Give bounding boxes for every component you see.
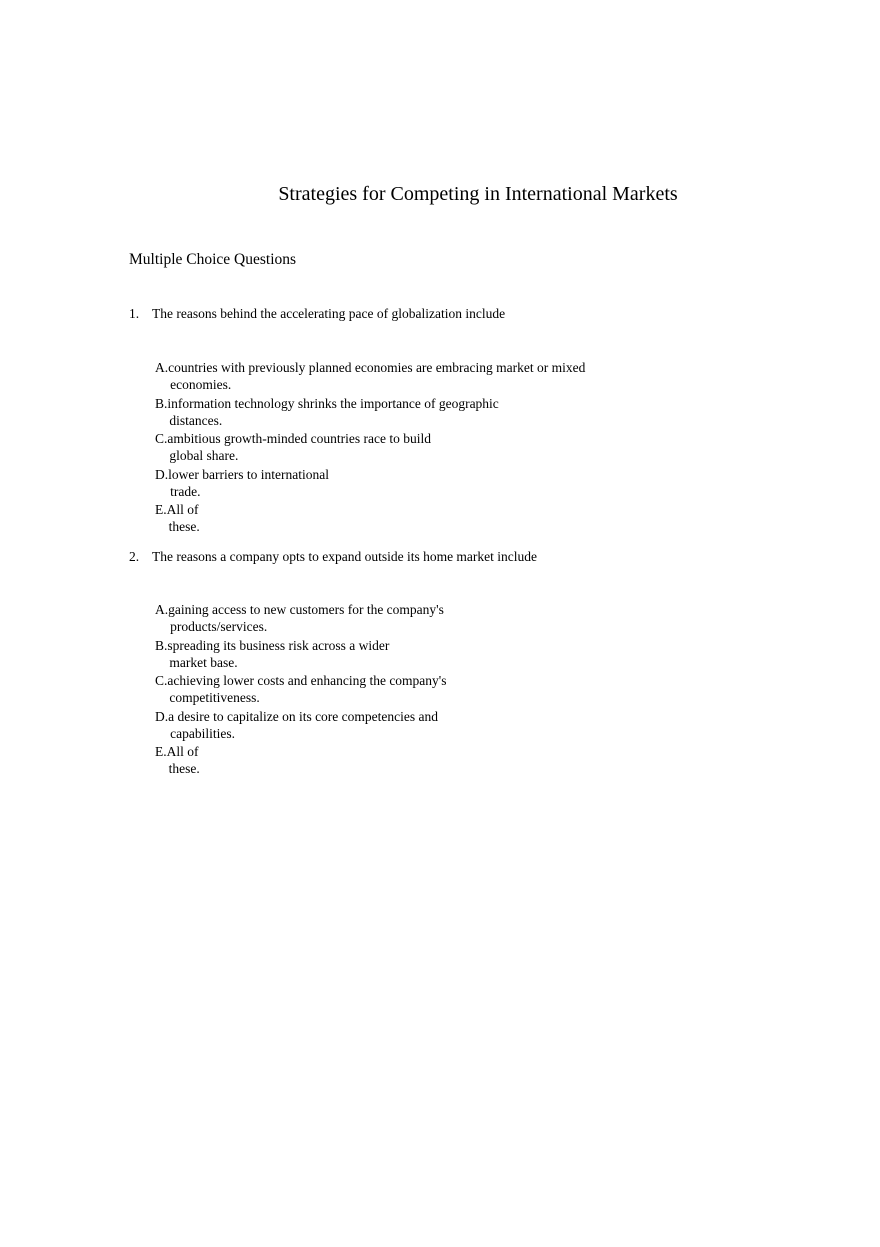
option-text-continued: competitiveness. — [169, 690, 260, 705]
answer-option — [155, 743, 447, 777]
answer-options-q2 — [155, 601, 447, 779]
section-heading: Multiple Choice Questions — [129, 251, 297, 268]
option-text: All of — [166, 744, 199, 759]
option-letter: E. — [155, 502, 167, 517]
answer-options-q1 — [155, 359, 585, 537]
answer-option — [155, 708, 447, 742]
question-text: The reasons behind the accelerating pace of globalization include — [152, 306, 506, 321]
option-text-continued: global share. — [169, 448, 239, 463]
question-2 — [129, 548, 537, 566]
option-text-continued: economies. — [170, 377, 232, 392]
option-text: spreading its business risk across a wider — [167, 637, 390, 653]
option-text-continued: products/services. — [170, 619, 268, 634]
answer-option — [155, 430, 585, 464]
option-text-continued: these. — [168, 761, 200, 776]
option-text-continued: distances. — [169, 412, 223, 428]
option-text: a desire to capitalize on its core competencies and — [168, 708, 439, 724]
option-text: information technology shrinks the importance of geographic — [167, 395, 499, 411]
question-number: 1. — [129, 306, 140, 321]
option-letter: C. — [155, 431, 168, 446]
question-number: 2. — [129, 549, 140, 564]
option-text: All of — [166, 502, 199, 517]
option-text: countries with previously planned economies are embracing market or mixed — [168, 360, 586, 375]
option-text: ambitious growth-minded countries race to build — [167, 431, 431, 446]
option-letter: C. — [155, 673, 168, 688]
option-text-continued: trade. — [170, 483, 201, 499]
answer-option — [155, 395, 585, 429]
option-text: gaining access to new customers for the company's — [168, 602, 444, 617]
option-text: lower barriers to international — [168, 466, 329, 482]
answer-option — [155, 359, 585, 393]
document-title: Strategies for Competing in International Markets — [278, 183, 678, 205]
answer-option — [155, 501, 585, 535]
answer-option — [155, 637, 447, 671]
answer-option — [155, 672, 447, 706]
option-letter: A. — [155, 360, 169, 375]
answer-option — [155, 466, 585, 500]
option-letter: A. — [155, 602, 169, 617]
option-letter: D. — [155, 466, 169, 482]
option-text-continued: capabilities. — [170, 725, 235, 741]
answer-option — [155, 601, 447, 635]
option-text-continued: these. — [168, 519, 200, 534]
option-text: achieving lower costs and enhancing the company's — [167, 673, 447, 688]
option-text-continued: market base. — [169, 654, 238, 670]
option-letter: B. — [155, 395, 168, 411]
option-letter: E. — [155, 744, 167, 759]
option-letter: B. — [155, 637, 168, 653]
question-1 — [129, 305, 505, 323]
question-text: The reasons a company opts to expand outside its home market include — [152, 549, 538, 564]
option-letter: D. — [155, 708, 169, 724]
